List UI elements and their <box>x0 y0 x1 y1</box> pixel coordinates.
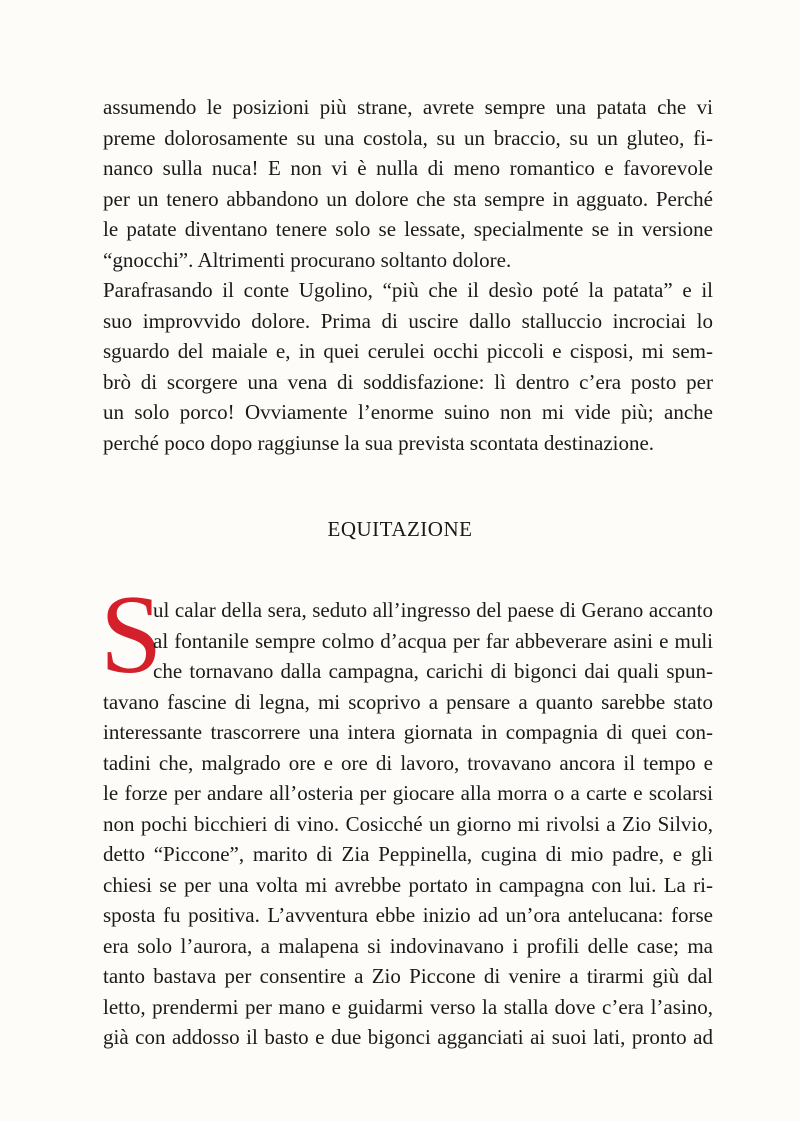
text-line: suo improvvido dolore. Prima di uscire dallo stalluccio incrociai lo <box>103 308 713 333</box>
text-line: tavano fascine di legna, mi scoprivo a pensare a quanto sarebbe stato <box>103 689 713 714</box>
section-heading: EQUITAZIONE <box>327 517 473 541</box>
text-line: detto “Piccone”, marito di Zia Peppinella, cugina di mio padre, e gli <box>103 842 713 866</box>
text-line: chiesi se per una volta mi avrebbe portato in campagna con lui. La ri- <box>103 872 713 897</box>
text-line: assumendo le posizioni più strane, avrete sempre una patata che vi <box>103 95 713 119</box>
text-line: ul calar della sera, seduto all’ingresso del paese di Gerano accanto <box>153 598 713 622</box>
text-line: al fontanile sempre colmo d’acqua per far abbeverare asini e muli <box>153 628 713 653</box>
top-paragraph <box>103 92 713 458</box>
text-line: preme dolorosamente su una costola, su un braccio, su un gluteo, fi- <box>103 125 713 150</box>
text-line: era solo l’aurora, a malapena si indovinavano i profili delle case; ma <box>103 933 713 958</box>
text-line: le patate diventano tenere solo se lessate, specialmente se in versione <box>103 217 713 241</box>
text-line: non pochi bicchieri di vino. Cosicché un giorno mi rivolsi a Zio Silvio, <box>103 811 713 836</box>
text-line: tanto bastava per consentire a Zio Piccone di venire a tirarmi giù dal <box>103 964 713 988</box>
text-line: perché poco dopo raggiunse la sua prevista scontata destinazione. <box>103 430 655 455</box>
text-line: letto, prendermi per mano e guidarmi verso la stalla dove c’era l’asino, <box>103 994 713 1019</box>
text-line: nanco sulla nuca! E non vi è nulla di meno romantico e favorevole <box>103 156 713 180</box>
text-line: Parafrasando il conte Ugolino, “più che il desìo poté la patata” e il <box>103 278 713 302</box>
text-line: “gnocchi”. Altrimenti procurano soltanto dolore. <box>103 247 512 272</box>
text-line: già con addosso il basto e due bigonci agganciati ai suoi lati, pronto ad <box>103 1025 713 1049</box>
text-line: interessante trascorrere una intera giornata in compagnia di quei con- <box>103 720 713 744</box>
text-line: un solo porco! Ovviamente l’enorme suino non mi vide più; anche <box>103 400 713 424</box>
text-line: sposta fu positiva. L’avventura ebbe inizio ad un’ora antelucana: forse <box>103 903 713 927</box>
text-line: per un tenero abbandono un dolore che sta sempre in agguato. Perché <box>103 186 713 211</box>
text-line: che tornavano dalla campagna, carichi di bigonci dai quali spun- <box>153 659 713 683</box>
section-paragraph <box>103 595 713 1053</box>
text-line: le forze per andare all’osteria per giocare alla morra o a carte e scolarsi <box>103 781 713 805</box>
text-line: sguardo del maiale e, in quei cerulei occhi piccoli e cisposi, mi sem- <box>103 339 713 363</box>
text-line: brò di scorgere una vena di soddisfazione: lì dentro c’era posto per <box>103 369 713 394</box>
text-line: tadini che, malgrado ore e ore di lavoro, trovavano ancora il tempo e <box>103 750 713 775</box>
drop-cap: S <box>100 573 163 697</box>
